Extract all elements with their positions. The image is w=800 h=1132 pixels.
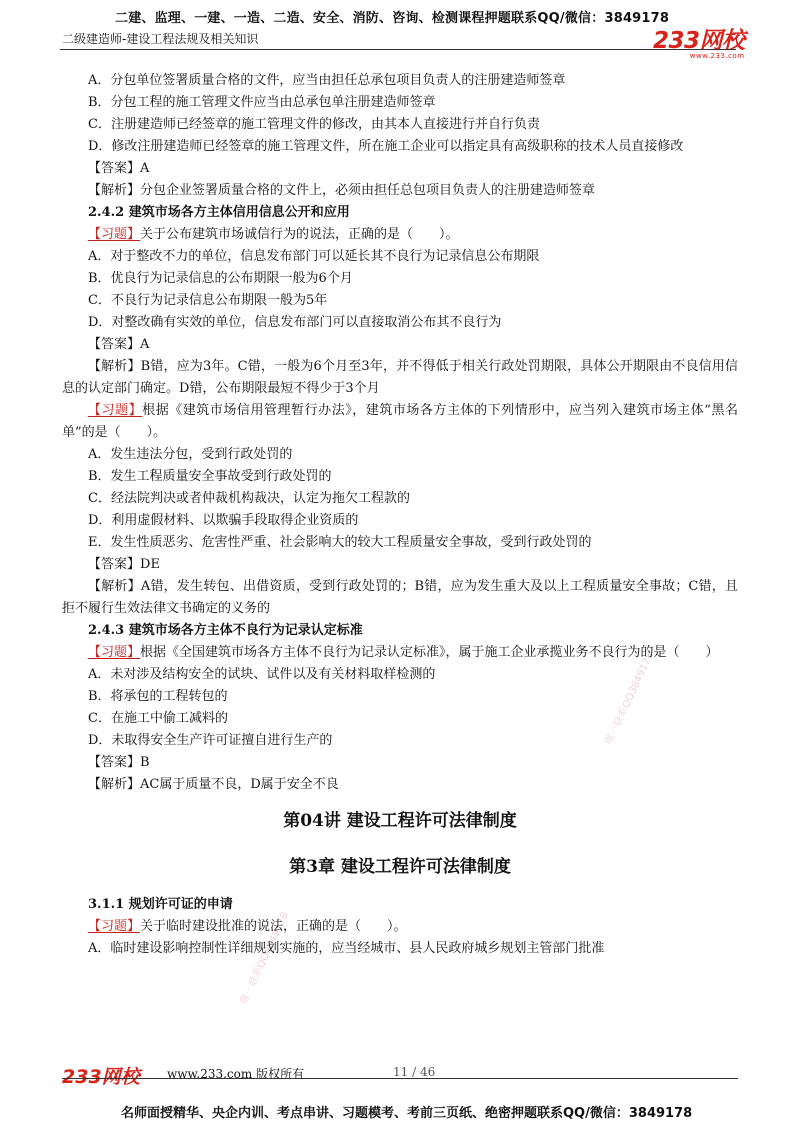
option-line: A．分包单位签署质量合格的文件，应当由担任总承包项目负责人的注册建造师签章 — [88, 73, 566, 88]
option-line: B．将承包的工程转包的 — [88, 689, 228, 704]
answer-line — [62, 752, 738, 774]
footer-url: www.233.com 版权所有 — [167, 1067, 305, 1081]
section-heading: 2.4.3 建筑市场各方主体不良行为记录认定标准 — [88, 623, 363, 638]
lecture-title: 第04讲 建设工程许可法律制度 — [283, 811, 517, 831]
analysis-line — [62, 774, 738, 796]
answer-value: DE — [140, 557, 160, 572]
answer-value: B — [140, 755, 150, 770]
analysis-tag: 【解析】 — [88, 183, 141, 198]
question-text: 关于公布建筑市场诚信行为的说法，正确的是（ ）。 — [140, 227, 459, 242]
analysis-tag: 【解析】 — [88, 777, 141, 792]
exercise-tag: 【习题】 — [88, 645, 141, 660]
question-text: 根据《全国建筑市场各方主体不良行为记录认定标准》，属于施工企业承揽业务不良行为的是（ ） — [140, 645, 719, 660]
option-line: C．在施工中偷工减料的 — [88, 711, 228, 726]
answer-tag: 【答案】 — [88, 755, 141, 770]
answer-line — [62, 158, 738, 180]
analysis-line — [62, 180, 738, 202]
option-line: B．发生工程质量安全事故受到行政处罚的 — [88, 469, 332, 484]
chapter-title: 第3章 建设工程许可法律制度 — [289, 857, 511, 877]
exercise-tag: 【习题】 — [88, 919, 141, 934]
section-heading: 2.4.2 建筑市场各方主体信用信息公开和应用 — [88, 205, 350, 220]
analysis-tag: 【解析】 — [88, 359, 141, 374]
analysis-text: AC属于质量不良，D属于安全不良 — [140, 777, 339, 792]
option-line: D．对整改确有实效的单位，信息发布部门可以直接取消公布其不良行为 — [88, 315, 502, 330]
exercise-tag: 【习题】 — [88, 227, 141, 242]
footer-logo-text: 233网校 — [62, 1066, 140, 1088]
document-body — [62, 70, 738, 960]
analysis-text: A错，发生转包、出借资质，受到行政处罚的；B错，应为发生重大及以上工程质量安全事故；C错，且拒不履行生效法律文书确定的义务的 — [62, 579, 738, 616]
answer-line — [62, 334, 738, 356]
question-stem — [62, 224, 738, 246]
answer-value: A — [140, 161, 150, 176]
analysis-line — [62, 356, 738, 400]
footer-divider — [62, 1078, 738, 1079]
header-contact-line: 二建、监理、一建、一造、二造、安全、消防、咨询、检测课程押题联系QQ/微信：3849178 — [115, 11, 670, 26]
answer-tag: 【答案】 — [88, 557, 141, 572]
brand-logo — [653, 22, 745, 60]
analysis-text: 分包企业签署质量合格的文件上，必须由担任总包项目负责人的注册建造师签章 — [140, 183, 596, 198]
question-stem — [62, 642, 738, 664]
exercise-tag: 【习题】 — [88, 403, 143, 418]
header-divider — [60, 49, 736, 50]
option-line: C．注册建造师已经签章的施工管理文件的修改，由其本人直接进行并自行负责 — [88, 117, 540, 132]
answer-line — [62, 554, 738, 576]
analysis-text: B错，应为3年。C错，一般为6个月至3年，并不得低于相关行政处罚期限，具体公开期限由不良信用信息的认定部门确定。D错，公布期限最短不得少于3个月 — [62, 359, 738, 396]
brand-logo-domain: www.233.com — [689, 52, 745, 60]
option-line: A．临时建设影响控制性详细规划实施的，应当经城市、县人民政府城乡规划主管部门批准 — [88, 941, 605, 956]
question-text: 关于临时建设批准的说法，正确的是（ ）。 — [140, 919, 407, 934]
question-stem — [62, 400, 738, 444]
answer-value: A — [140, 337, 150, 352]
option-line: A．未对涉及结构安全的试块、试件以及有关材料取样检测的 — [88, 667, 436, 682]
option-line: C．经法院判决或者仲裁机构裁决，认定为拖欠工程款的 — [88, 491, 410, 506]
brand-logo-text: 233网校 — [653, 28, 745, 54]
option-line: D．修改注册建造师已经签章的施工管理文件，所在施工企业可以指定具有高级职称的技术人员直接修改 — [88, 139, 684, 154]
analysis-line — [62, 576, 738, 620]
footer-logo — [62, 1062, 140, 1089]
question-stem — [62, 916, 738, 938]
option-line: E．发生性质恶劣、危害性严重、社会影响大的较大工程质量安全事故，受到行政处罚的 — [88, 535, 592, 550]
answer-tag: 【答案】 — [88, 337, 141, 352]
section-heading: 3.1.1 规划许可证的申请 — [88, 897, 233, 912]
option-line: C．不良行为记录信息公布期限一般为5年 — [88, 293, 328, 308]
option-line: D．未取得安全生产许可证擅自进行生产的 — [88, 733, 333, 748]
option-line: B．分包工程的施工管理文件应当由总承包单注册建造师签章 — [88, 95, 436, 110]
footer-slogan: 名师面授精华、央企内训、考点串讲、习题模考、考前三页纸、绝密押题联系QQ/微信：3849178 — [121, 1106, 693, 1121]
analysis-tag: 【解析】 — [88, 579, 141, 594]
option-line: B．优良行为记录信息的公布期限一般为6个月 — [88, 271, 353, 286]
option-line: A．对于整改不力的单位，信息发布部门可以延长其不良行为记录信息公布期限 — [88, 249, 540, 264]
option-line: A．发生违法分包，受到行政处罚的 — [88, 447, 293, 462]
watermark: 唯一联系QQ3849178 — [238, 910, 291, 1007]
question-text: 根据《建筑市场信用管理暂行办法》，建筑市场各方主体的下列情形中，应当列入建筑市场主体“黑名单”的是（ ）。 — [62, 403, 738, 440]
answer-tag: 【答案】 — [88, 161, 141, 176]
option-line: D．利用虚假材料、以欺骗手段取得企业资质的 — [88, 513, 359, 528]
watermark: 唯一联系QQ3849178 — [603, 650, 656, 747]
header-course-title: 二级建造师-建设工程法规及相关知识 — [62, 32, 259, 46]
page-number: 11 / 46 — [393, 1065, 436, 1079]
